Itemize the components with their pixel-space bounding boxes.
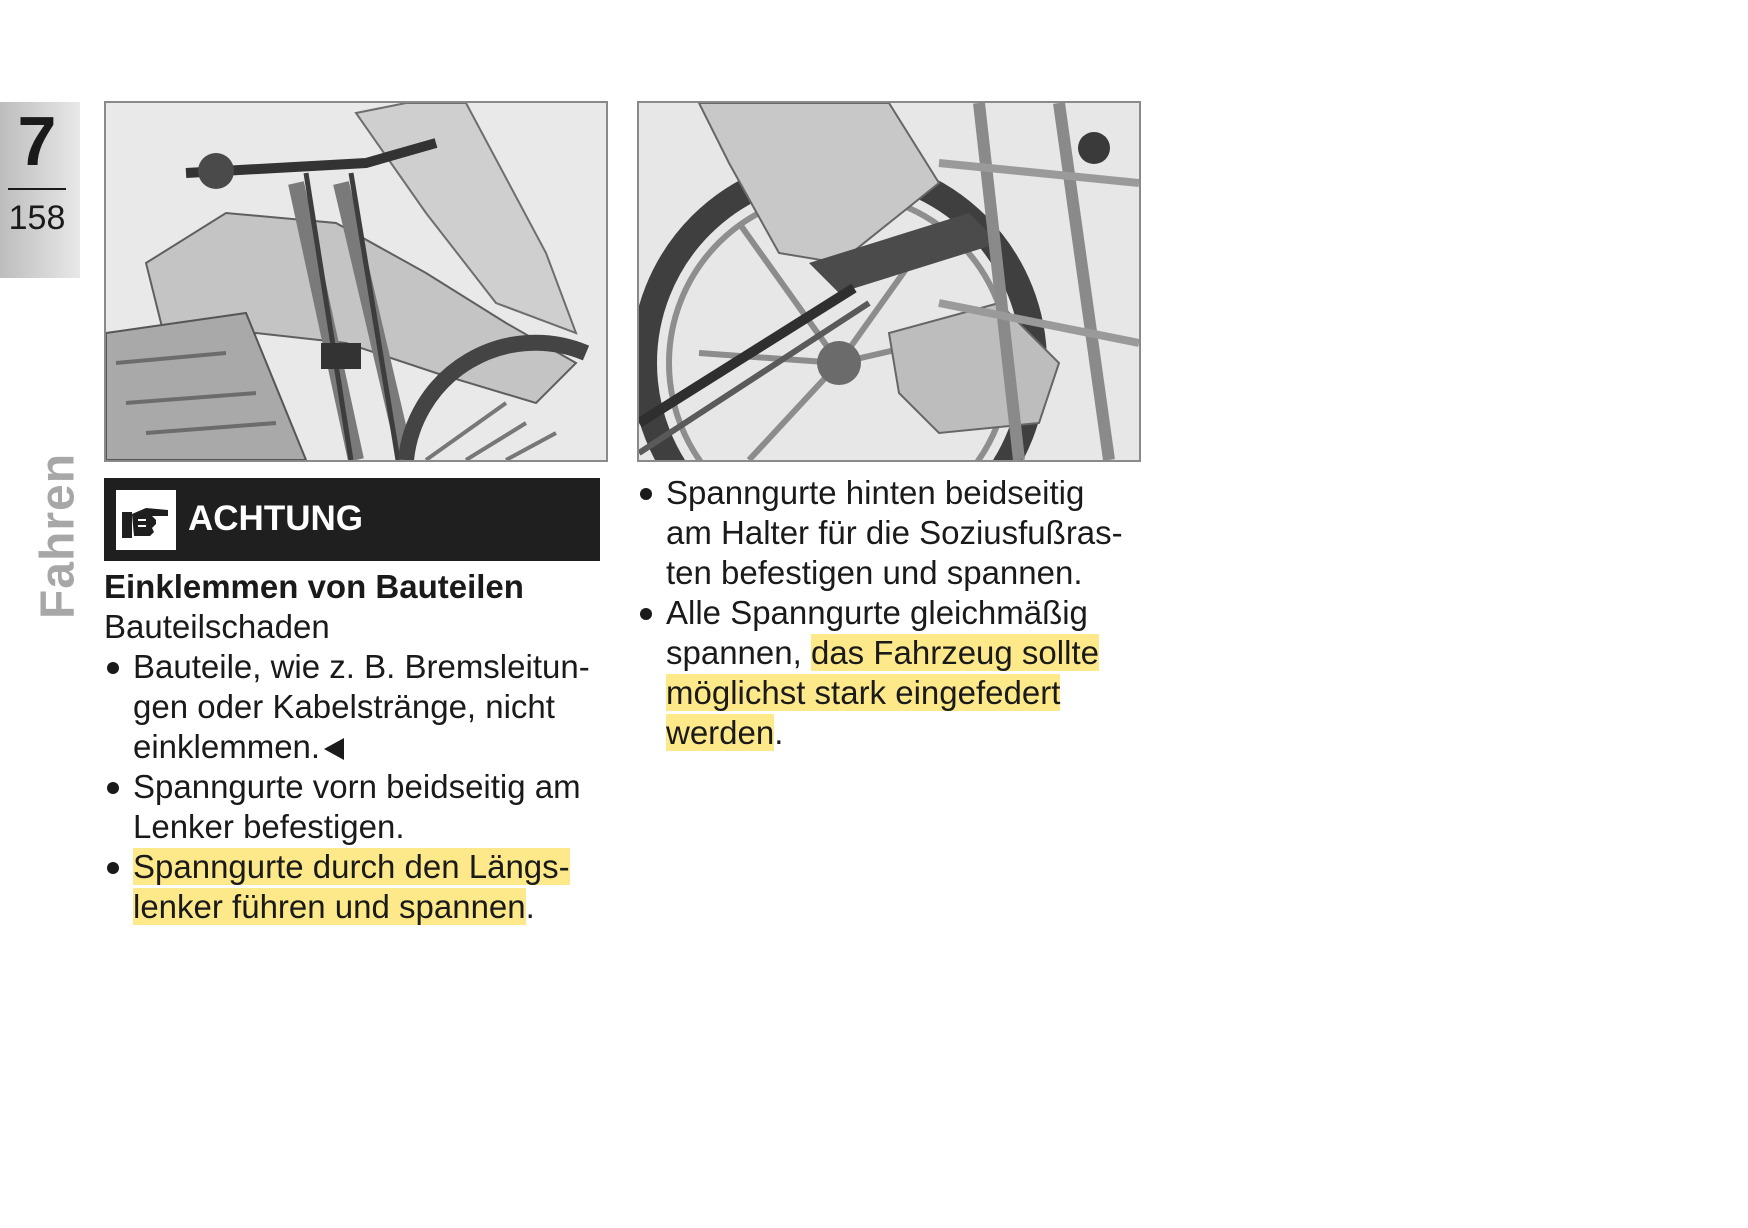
list-item [104, 767, 624, 847]
warning-banner [104, 478, 600, 561]
chapter-divider [8, 188, 66, 190]
list-item [637, 473, 1157, 593]
step-line-end: . [525, 888, 535, 925]
step-line-end: . [774, 714, 784, 751]
step-line: Spanngurte hinten beidseitig [666, 474, 1085, 511]
left-column [104, 567, 624, 927]
section-label: Fahren [31, 452, 85, 620]
highlighted-text: Spanngurte durch den Längs- [133, 848, 570, 885]
list-item [637, 593, 1157, 753]
pointing-hand-icon [116, 490, 176, 550]
highlighted-text: lenker führen und spannen [133, 888, 526, 925]
warning-item-line: gen oder Kabelstränge, nicht [133, 688, 555, 725]
warning-item-line: einklemmen. [133, 728, 321, 765]
warning-item-line: Bauteile, wie z. B. Bremsleitun- [133, 648, 590, 685]
motorcycle-front-illustration [106, 103, 606, 460]
step-line: Spanngurte vorn beidseitig am [133, 768, 581, 805]
end-of-warning-icon [324, 738, 344, 760]
step-line: ten befestigen und spannen. [666, 554, 1083, 591]
step-line: Alle Spanngurte gleichmäßig [666, 594, 1088, 631]
page-number: 158 [8, 199, 66, 237]
highlighted-text: werden [666, 714, 775, 751]
highlighted-text: das Fahrzeug sollte [810, 634, 1099, 671]
warning-heading: Einklemmen von Bauteilen [104, 568, 524, 605]
step-line: spannen, [666, 634, 811, 671]
warning-title: ACHTUNG [188, 499, 363, 538]
figure-rear-strap [637, 101, 1141, 462]
highlighted-text: möglichst stark eingefedert [666, 674, 1061, 711]
warning-item [104, 647, 624, 767]
chapter-number: 7 [17, 102, 57, 180]
step-list [637, 473, 1157, 753]
step-line: Lenker befestigen. [133, 808, 405, 845]
step-line: am Halter für die Soziusfußras- [666, 514, 1123, 551]
motorcycle-rear-illustration [639, 103, 1139, 460]
right-column [637, 473, 1157, 753]
list-item [104, 847, 624, 927]
warning-consequence: Bauteilschaden [104, 608, 330, 645]
step-list [104, 767, 624, 927]
figure-front-strap [104, 101, 608, 462]
warning-list [104, 647, 624, 767]
